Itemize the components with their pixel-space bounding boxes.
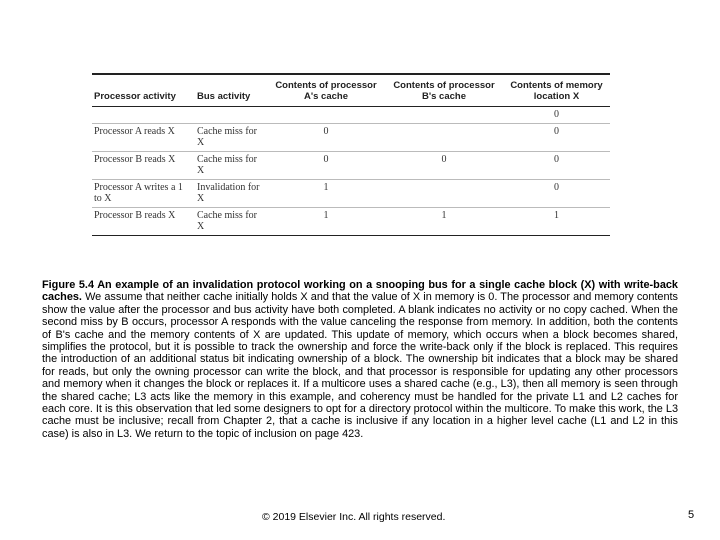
cell-b-cache bbox=[385, 179, 503, 207]
cell-b-cache: 0 bbox=[385, 151, 503, 179]
cell-processor-activity: Processor A writes a 1 to X bbox=[92, 179, 195, 207]
cell-memory-x: 0 bbox=[503, 151, 610, 179]
header-processor-a-cache: Contents of processor A's cache bbox=[267, 75, 385, 107]
cell-b-cache: 1 bbox=[385, 207, 503, 235]
protocol-table-container bbox=[92, 73, 610, 236]
caption-body: We assume that neither cache initially holds X and that the value of X in memory is 0. The processor and memory contents show the value after the processor and bus activity have both completed. A blank indicates no activity or no copy cached. When the second miss by B occurs, processor A responds with the value canceling the response from memory. In addition, both the contents of B's cache and the memory contents of X are updated. This update of memory, which occurs when a block becomes shared, simplifies the protocol, but it is possible to track the ownership and force the write-back only if the block is replaced. This requires the introduction of an additional status bit indicating ownership of a block. The ownership bit indicates that a block may be shared for reads, but only the owning processor can write the block, and that processor is responsible for updating any other processors and memory when it changes the block or replaces it. If a multicore uses a shared cache (e.g., L3), then all memory is seen through the shared cache; L3 acts like the memory in this example, and coherency must be handled for the private L1 and L2 caches for each core. It is this observation that led some designers to opt for a directory protocol within the multicore. To make this work, the L3 cache must be inclusive; recall from Chapter 2, that a cache is inclusive if any location in a higher level cache (L1 and L2 in this case) is also in L3. We return to the topic of inclusion on page 423. bbox=[42, 291, 679, 440]
header-bus-activity: Bus activity bbox=[195, 75, 267, 107]
table-row bbox=[92, 107, 610, 124]
cell-a-cache: 1 bbox=[267, 207, 385, 235]
cell-bus-activity: Cache miss for X bbox=[195, 123, 267, 151]
table-row bbox=[92, 123, 610, 151]
cell-a-cache: 1 bbox=[267, 179, 385, 207]
copyright-notice: © 2019 Elsevier Inc. All rights reserved. bbox=[262, 511, 446, 523]
cell-memory-x: 0 bbox=[503, 179, 610, 207]
cell-a-cache: 0 bbox=[267, 151, 385, 179]
cell-processor-activity: Processor B reads X bbox=[92, 207, 195, 235]
header-processor-activity: Processor activity bbox=[92, 75, 195, 107]
page-number: 5 bbox=[688, 509, 695, 521]
caption-title: Figure 5.4 An example of an invalidation protocol working on a snooping bus for a single cache block (X) with write-back caches. bbox=[42, 279, 678, 304]
cell-memory-x: 0 bbox=[503, 123, 610, 151]
cell-b-cache bbox=[385, 107, 503, 124]
cell-a-cache: 0 bbox=[267, 123, 385, 151]
cell-b-cache bbox=[385, 123, 503, 151]
cell-memory-x: 0 bbox=[503, 107, 610, 124]
header-memory-location-x: Contents of memory location X bbox=[503, 75, 610, 107]
table-row bbox=[92, 151, 610, 179]
cell-bus-activity: Invalidation for X bbox=[195, 179, 267, 207]
cell-memory-x: 1 bbox=[503, 207, 610, 235]
cell-processor-activity bbox=[92, 107, 195, 124]
table-row bbox=[92, 207, 610, 235]
header-processor-b-cache: Contents of processor B's cache bbox=[385, 75, 503, 107]
figure-caption bbox=[42, 279, 678, 440]
cell-a-cache bbox=[267, 107, 385, 124]
cell-processor-activity: Processor A reads X bbox=[92, 123, 195, 151]
table-header-row bbox=[92, 75, 610, 107]
cell-bus-activity bbox=[195, 107, 267, 124]
table-row bbox=[92, 179, 610, 207]
cell-bus-activity: Cache miss for X bbox=[195, 151, 267, 179]
invalidation-protocol-table bbox=[92, 75, 610, 236]
cell-processor-activity: Processor B reads X bbox=[92, 151, 195, 179]
cell-bus-activity: Cache miss for X bbox=[195, 207, 267, 235]
